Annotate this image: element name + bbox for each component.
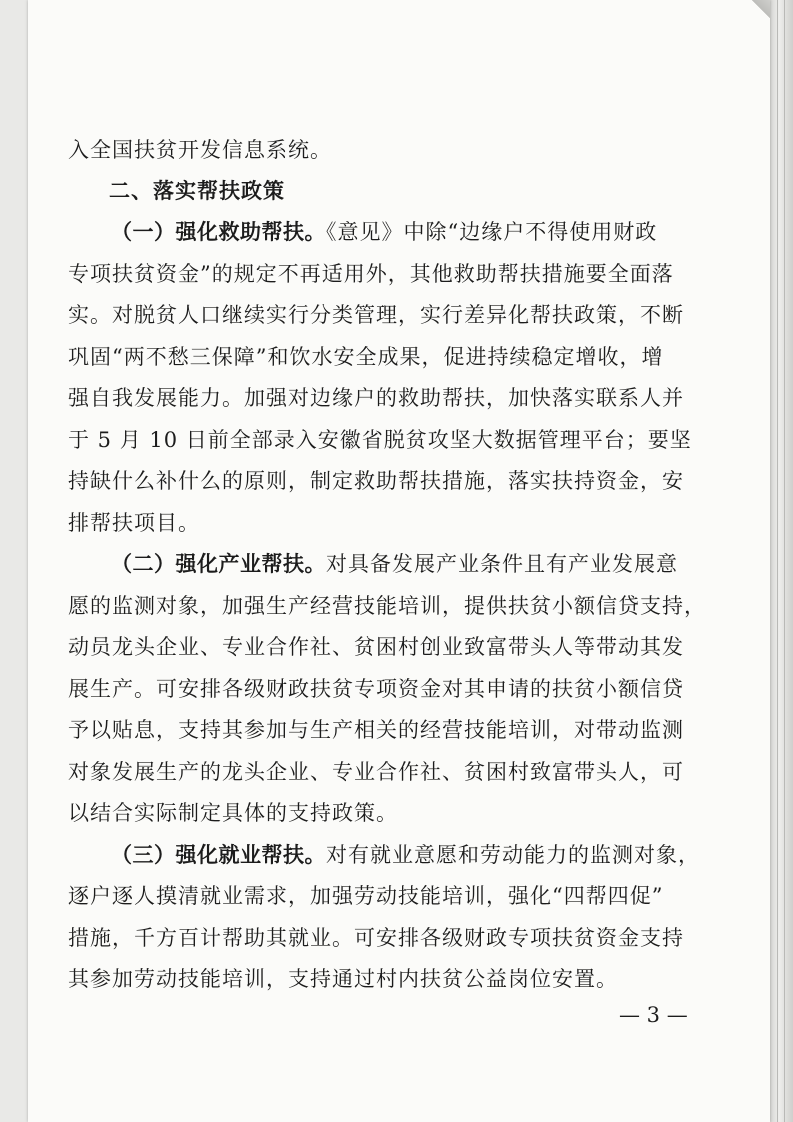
page-number: — 3 — [619,1003,688,1027]
paragraph-1-line: 于 5 月 10 日前全部录入安徽省脱贫攻坚大数据管理平台；要坚 [68,428,692,452]
paragraph-2-first-line-text: 对具备发展产业条件且有产业发展意 [326,552,678,576]
paragraph-1-first-line-text: 《意见》中除“边缘户不得使用财政 [326,220,658,244]
paragraph-1-line: 实。对脱贫人口继续实行分类管理，实行差异化帮扶政策，不断 [68,303,684,327]
page-edge-line [777,0,778,1122]
paragraph-2-line: 予以贴息，支持其参加与生产相关的经营技能培训，对带动监测 [68,718,684,742]
paragraph-1-first-line [111,218,731,246]
paragraph-2-line: 以结合实际制定具体的支持政策。 [68,801,398,825]
paragraph-1-line: 强自我发展能力。加强对边缘户的救助帮扶，加快落实联系人并 [68,386,684,410]
paragraph-2-heading: （二）强化产业帮扶。 [111,552,326,576]
paragraph-2-line: 愿的监测对象，加强生产经营技能培训，提供扶贫小额信贷支持， [68,594,706,618]
paragraph-2-line: 对象发展生产的龙头企业、专业合作社、贫困村致富带头人，可 [68,760,684,784]
page-edge-line [784,0,785,1122]
paragraph-3-heading: （三）强化就业帮扶。 [111,843,326,867]
paragraph-2-first-line [111,550,731,578]
page-stack-edge [770,0,793,1122]
paragraph-2-line: 动员龙头企业、专业合作社、贫困村创业致富带头人等带动其发 [68,635,684,659]
paragraph-1-line: 排帮扶项目。 [68,511,200,535]
section-heading: 二、落实帮扶政策 [109,179,285,203]
paragraph-1-heading: （一）强化救助帮扶。 [111,220,326,244]
paragraph-3-line: 其参加劳动技能培训，支持通过村内扶贫公益岗位安置。 [68,967,618,991]
paragraph-3-line: 措施，千方百计帮助其就业。可安排各级财政专项扶贫资金支持 [68,926,684,950]
paragraph-1-line: 专项扶贫资金”的规定不再适用外，其他救助帮扶措施要全面落 [68,262,674,286]
document-page [28,0,770,1122]
paragraph-1-line: 持缺什么补什么的原则，制定救助帮扶措施，落实扶持资金，安 [68,469,684,493]
paragraph-1-line: 巩固“两不愁三保障”和饮水安全成果，促进持续稳定增收，增 [68,345,664,369]
paragraph-3-first-line-text: 对有就业意愿和劳动能力的监测对象， [326,843,700,867]
page-corner [752,0,770,18]
paragraph-2-line: 展生产。可安排各级财政扶贫专项资金对其申请的扶贫小额信贷 [68,677,684,701]
paragraph-3-line: 逐户逐人摸清就业需求，加强劳动技能培训，强化“四帮四促” [68,884,664,908]
paragraph-3-first-line [111,841,731,869]
intro-line: 入全国扶贫开发信息系统。 [68,138,332,162]
